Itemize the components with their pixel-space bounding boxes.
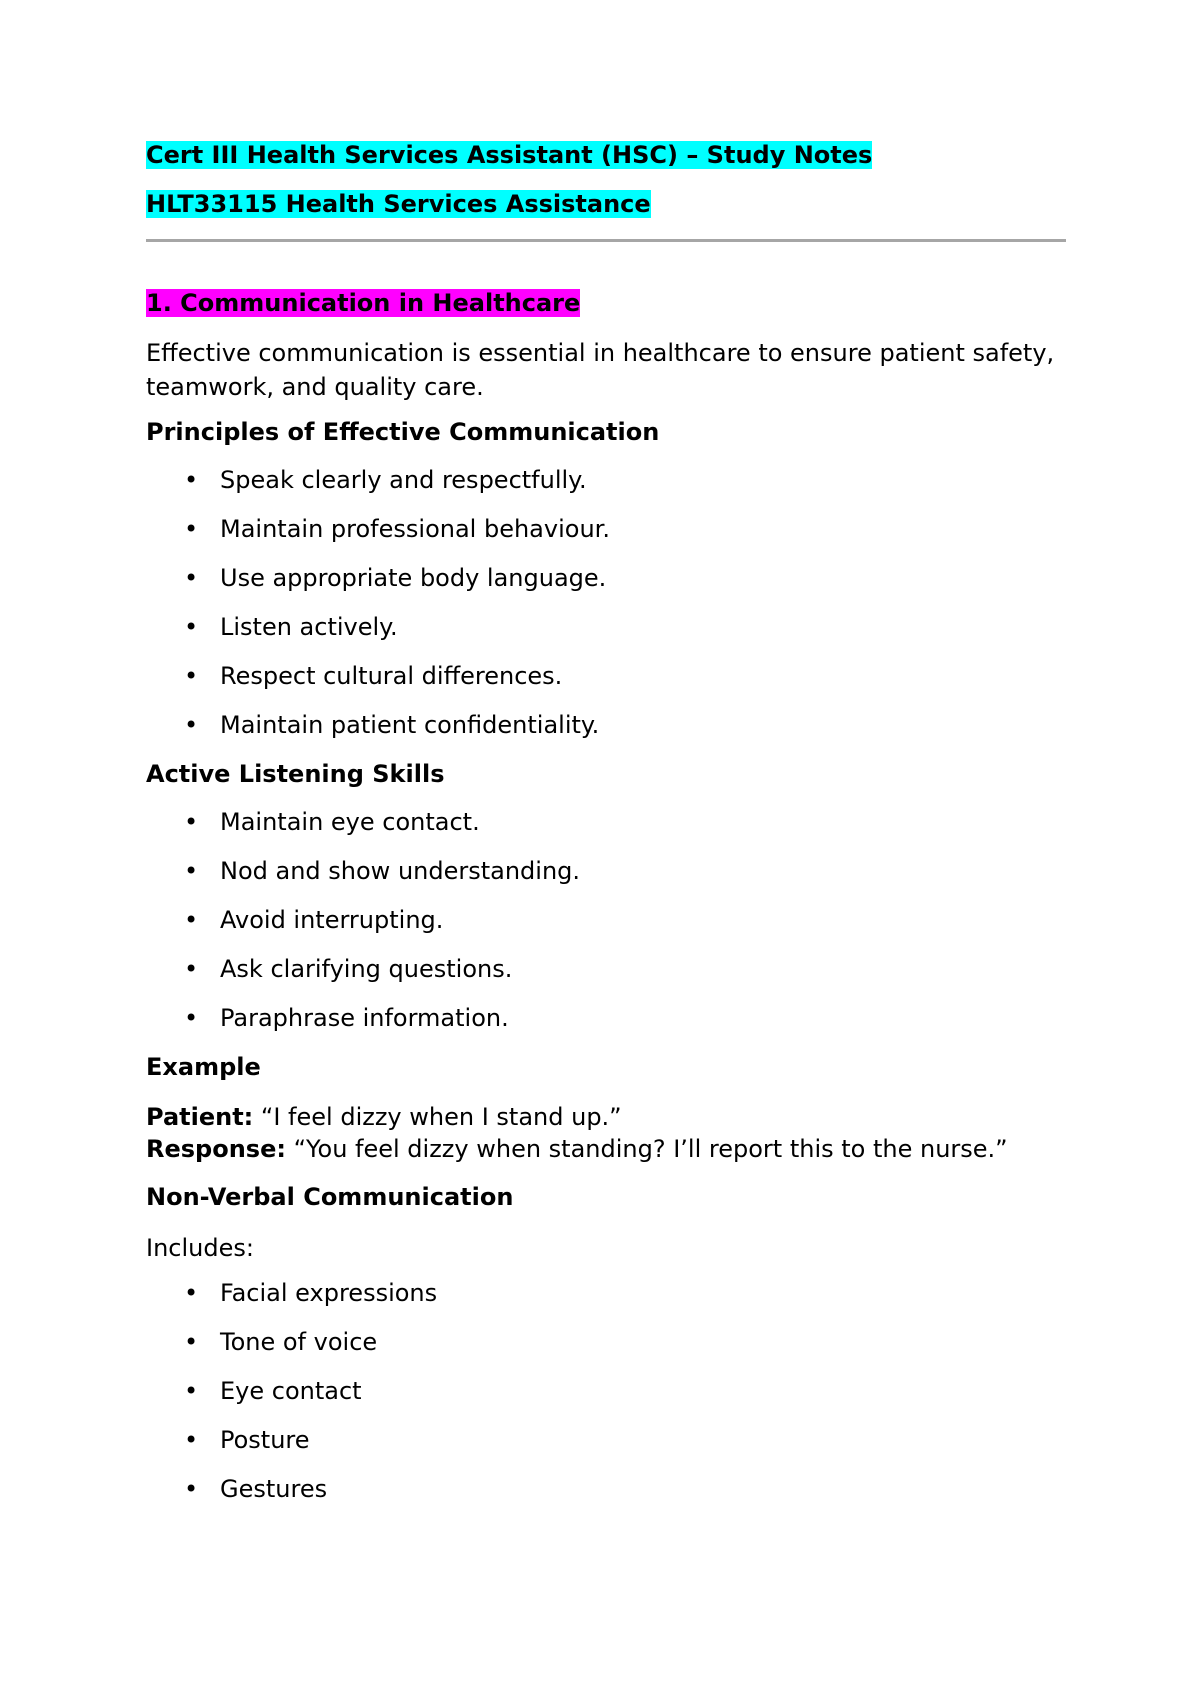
section-heading xyxy=(146,289,1066,317)
list-item-text: Speak clearly and respectfully. xyxy=(220,466,587,494)
document-title xyxy=(146,141,1066,169)
bullet-icon: • xyxy=(184,906,199,934)
list-item-text: Nod and show understanding. xyxy=(220,857,581,885)
bullet-icon: • xyxy=(184,955,199,983)
list-item-text: Use appropriate body language. xyxy=(220,564,607,592)
patient-line xyxy=(146,1101,1066,1133)
list-item xyxy=(146,564,1066,593)
list-item-text: Ask clarifying questions. xyxy=(220,955,513,983)
list-item xyxy=(146,1475,1066,1504)
example-dialogue xyxy=(146,1101,1066,1165)
list-item-text: Listen actively. xyxy=(220,613,398,641)
list-item-text: Tone of voice xyxy=(220,1328,378,1356)
section-heading-highlight: 1. Communication in Healthcare xyxy=(146,289,581,317)
bullet-icon: • xyxy=(184,857,199,885)
list-item xyxy=(146,857,1066,886)
bullet-icon: • xyxy=(184,1279,199,1307)
document-content xyxy=(146,141,1066,1524)
non-verbal-list xyxy=(146,1279,1066,1504)
title-highlight: Cert III Health Services Assistant (HSC) – Study Notes xyxy=(146,141,873,169)
list-item xyxy=(146,1426,1066,1455)
bullet-icon: • xyxy=(184,1328,199,1356)
list-item xyxy=(146,1328,1066,1357)
bullet-icon: • xyxy=(184,662,199,690)
list-item xyxy=(146,711,1066,740)
list-item xyxy=(146,906,1066,935)
list-item-text: Avoid interrupting. xyxy=(220,906,444,934)
list-item xyxy=(146,466,1066,495)
list-item xyxy=(146,662,1066,691)
bullet-icon: • xyxy=(184,1426,199,1454)
example-heading: Example xyxy=(146,1053,261,1081)
active-listening-heading: Active Listening Skills xyxy=(146,760,445,788)
list-item xyxy=(146,1279,1066,1308)
bullet-icon: • xyxy=(184,808,199,836)
bullet-icon: • xyxy=(184,711,199,739)
horizontal-rule xyxy=(146,239,1066,242)
list-item-text: Paraphrase information. xyxy=(220,1004,509,1032)
list-item-text: Facial expressions xyxy=(220,1279,438,1307)
response-quote: “You feel dizzy when standing? I’ll report this to the nurse.” xyxy=(285,1135,1008,1163)
list-item xyxy=(146,808,1066,837)
list-item-text: Respect cultural differences. xyxy=(220,662,563,690)
list-item xyxy=(146,613,1066,642)
response-line xyxy=(146,1133,1066,1165)
principles-list xyxy=(146,466,1066,740)
list-item-text: Maintain eye contact. xyxy=(220,808,480,836)
patient-label: Patient: xyxy=(146,1103,254,1131)
patient-quote: “I feel dizzy when I stand up.” xyxy=(253,1103,622,1131)
bullet-icon: • xyxy=(184,515,199,543)
bullet-icon: • xyxy=(184,564,199,592)
bullet-icon: • xyxy=(184,1377,199,1405)
list-item-text: Posture xyxy=(220,1426,310,1454)
list-item-text: Gestures xyxy=(220,1475,328,1503)
list-item-text: Eye contact xyxy=(220,1377,362,1405)
subtitle-highlight: HLT33115 Health Services Assistance xyxy=(146,190,651,218)
non-verbal-heading: Non-Verbal Communication xyxy=(146,1183,514,1211)
list-item xyxy=(146,955,1066,984)
list-item-text: Maintain patient confidentiality. xyxy=(220,711,600,739)
list-item xyxy=(146,1377,1066,1406)
active-listening-list xyxy=(146,808,1066,1033)
response-label: Response: xyxy=(146,1135,286,1163)
bullet-icon: • xyxy=(184,1004,199,1032)
document-subtitle xyxy=(146,190,1066,218)
list-item xyxy=(146,1004,1066,1033)
includes-label: Includes: xyxy=(146,1234,254,1262)
bullet-icon: • xyxy=(184,1475,199,1503)
bullet-icon: • xyxy=(184,466,199,494)
list-item xyxy=(146,515,1066,544)
principles-heading: Principles of Effective Communication xyxy=(146,418,660,446)
intro-paragraph: Effective communication is essential in healthcare to ensure patient safety, teamwork, and quality care. xyxy=(146,339,1055,401)
list-item-text: Maintain professional behaviour. xyxy=(220,515,610,543)
bullet-icon: • xyxy=(184,613,199,641)
